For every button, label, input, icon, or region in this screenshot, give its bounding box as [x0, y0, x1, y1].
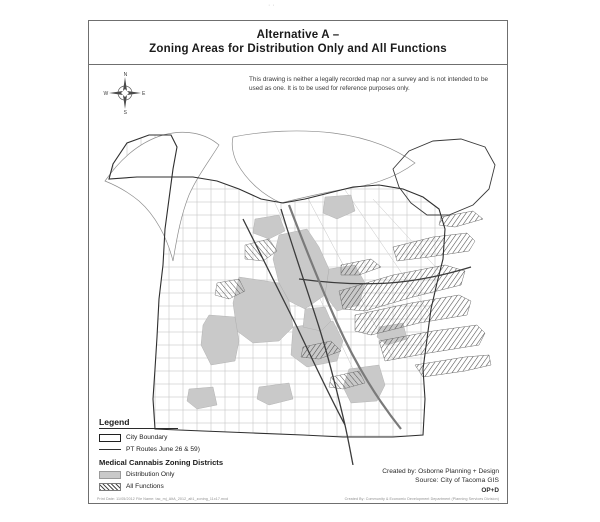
svg-text:N: N: [123, 72, 128, 78]
northeast-boundary: [393, 139, 495, 215]
legend-item-label: City Boundary: [126, 434, 168, 441]
scan-artifact: ··: [268, 2, 277, 9]
legend-subhead: Medical Cannabis Zoning Districts: [99, 458, 224, 467]
svg-text:E: E: [142, 91, 146, 97]
credit-created-by: Created by: Osborne Planning + Design: [382, 468, 499, 475]
page-subtitle: Zoning Areas for Distribution Only and All Functions: [149, 43, 447, 55]
legend-item-all-functions: [99, 481, 279, 492]
legend: [99, 417, 279, 493]
legend-title: Legend: [99, 417, 178, 429]
legend-item-label: All Functions: [126, 483, 164, 490]
svg-text:S: S: [123, 110, 127, 115]
legend-item-label: Distribution Only: [126, 471, 175, 478]
credit-source: Source: City of Tacoma GIS: [415, 477, 499, 484]
title-block: [89, 21, 507, 65]
footer-left-text: Print Date: 11/05/2012 File Name: tac_mj_AltA_2012_alt1_zoning_11x17.mxd: [97, 497, 229, 501]
map-graphic: [93, 69, 505, 465]
legend-item-city-boundary: [99, 432, 279, 443]
boundary-swatch-icon: [99, 434, 121, 442]
legend-item-distribution-only: [99, 469, 279, 480]
map-svg: [93, 69, 505, 465]
page-title: Alternative A –: [256, 29, 340, 41]
map-sheet: [88, 20, 508, 504]
legend-item-pt-routes: [99, 444, 279, 455]
all-functions-swatch-icon: [99, 483, 121, 491]
legend-item-label: PT Routes June 26 & 59): [126, 446, 200, 453]
footer-microtext: [97, 497, 499, 501]
route-line-swatch-icon: [99, 449, 121, 450]
svg-text:W: W: [103, 91, 109, 97]
agency-mark: OP+D: [481, 487, 499, 494]
credits-block: [319, 467, 499, 485]
distribution-swatch-icon: [99, 471, 121, 479]
footer-right-text: Created By: Community & Economic Development Department (Planning Services Division): [344, 497, 499, 501]
disclaimer-text: This drawing is neither a legally recorded map nor a survey and is not intended to be used as one. It is to be used for reference purposes only.: [249, 76, 489, 92]
